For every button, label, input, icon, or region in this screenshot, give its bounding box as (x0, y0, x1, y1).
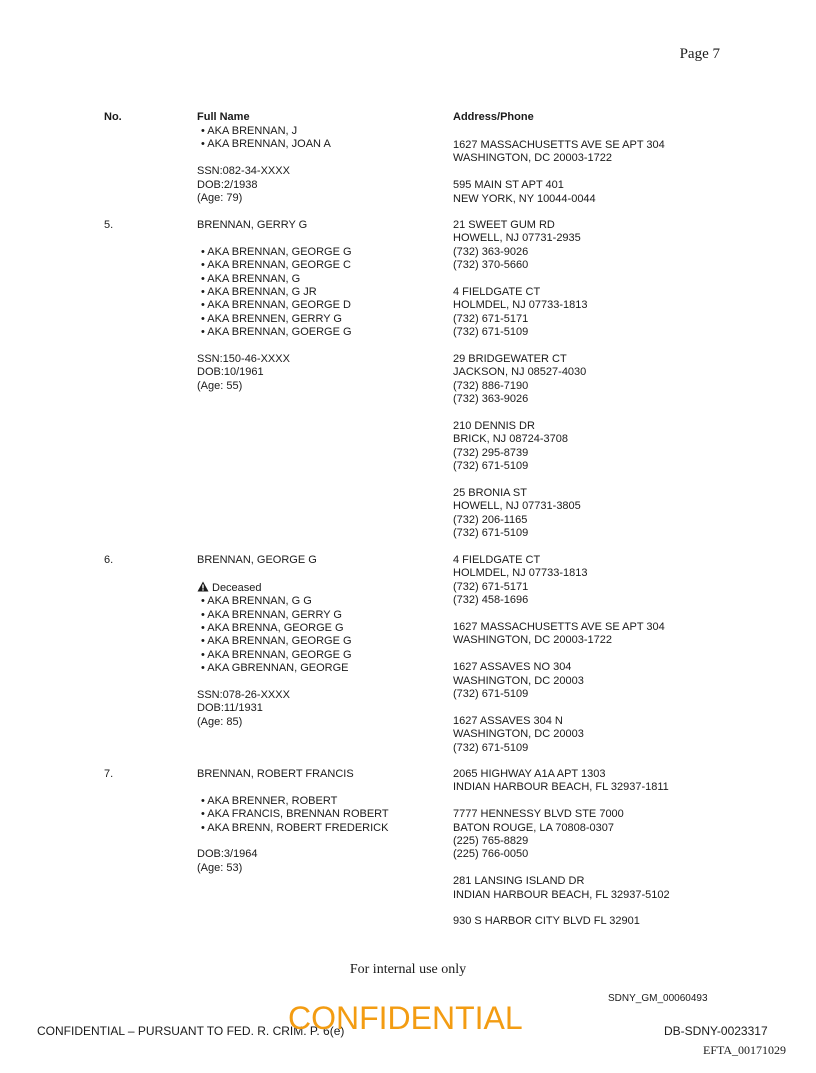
address-line: HOLMDEL, NJ 07733-1813 (453, 299, 588, 312)
address-line: BATON ROUGE, LA 70808-0307 (453, 821, 615, 834)
record-6-identity (197, 554, 352, 729)
record-cont-addresses (453, 139, 665, 206)
phone: (732) 206-1165 (453, 513, 528, 526)
address-line: NEW YORK, NY 10044-0044 (453, 192, 596, 205)
header-full-name: Full Name (197, 111, 250, 123)
phone: (732) 458-1696 (453, 594, 529, 607)
aka-item: • AKA BRENNAN, GEORGE D (201, 299, 351, 312)
phone: (225) 766-0050 (453, 848, 529, 861)
address-line: 1627 ASSAVES NO 304 (453, 661, 572, 674)
address-line: WASHINGTON, DC 20003-1722 (453, 634, 612, 647)
address-line: 7777 HENNESSY BLVD STE 7000 (453, 808, 624, 821)
aka-item: • AKA BRENNAN, G JR (201, 286, 317, 299)
warning-triangle-icon (197, 581, 209, 592)
deceased-label: Deceased (212, 581, 262, 594)
record-7-identity (197, 768, 389, 875)
age: (Age: 85) (197, 715, 243, 728)
address-line: 29 BRIDGEWATER CT (453, 353, 567, 366)
page-number: Page 7 (679, 46, 720, 62)
deceased-flag (197, 581, 352, 595)
aka-item: • AKA FRANCIS, BRENNAN ROBERT (201, 808, 389, 821)
aka-item: • AKA BRENNAN, GEORGE C (201, 259, 351, 272)
record-number: 5. (104, 219, 114, 231)
efta-number: EFTA_00171029 (703, 1043, 787, 1057)
address-line: WASHINGTON, DC 20003-1722 (453, 152, 612, 165)
full-name: BRENNAN, GERRY G (197, 219, 308, 231)
aka-item: • AKA BRENNA, GEORGE G (201, 622, 344, 635)
confidential-notice: CONFIDENTIAL – PURSUANT TO FED. R. CRIM. P. 6(e) (37, 1024, 345, 1038)
aka-item: • AKA BRENNAN, JOAN A (201, 138, 331, 151)
aka-item: • AKA BRENNEN, GERRY G (201, 312, 342, 325)
address-line: INDIAN HARBOUR BEACH, FL 32937-1811 (453, 781, 669, 794)
bates-number-db: DB-SDNY-0023317 (664, 1024, 768, 1038)
address-line: HOWELL, NJ 07731-2935 (453, 232, 581, 245)
address-line: 930 S HARBOR CITY BLVD FL 32901 (453, 915, 640, 928)
aka-item: • AKA BRENNER, ROBERT (201, 794, 338, 807)
address-line: HOWELL, NJ 07731-3805 (453, 500, 581, 513)
address-line: 281 LANSING ISLAND DR (453, 875, 585, 888)
aka-item: • AKA BRENNAN, GOERGE G (201, 326, 352, 339)
aka-item: • AKA BRENNAN, G (201, 272, 301, 285)
aka-item: • AKA BRENNAN, GEORGE G (201, 635, 352, 648)
phone: (732) 886-7190 (453, 379, 529, 392)
address-line: 1627 MASSACHUSETTS AVE SE APT 304 (453, 139, 665, 151)
aka-item: • AKA BRENNAN, GERRY G (201, 608, 342, 621)
phone: (732) 370-5660 (453, 259, 529, 272)
record-5-addresses (453, 219, 588, 541)
phone: (732) 671-5171 (453, 312, 529, 325)
phone: (732) 671-5109 (453, 741, 529, 754)
record-5-identity (197, 219, 352, 393)
phone: (732) 671-5109 (453, 460, 529, 473)
ssn: SSN:078-26-XXXX (197, 689, 290, 702)
address-line: BRICK, NJ 08724-3708 (453, 433, 568, 446)
phone: (732) 295-8739 (453, 446, 529, 459)
dob: DOB:11/1931 (197, 702, 263, 715)
age: (Age: 79) (197, 192, 243, 205)
address-line: 595 MAIN ST APT 401 (453, 179, 564, 192)
ssn: SSN:082-34-XXXX (197, 165, 290, 178)
address-line: INDIAN HARBOUR BEACH, FL 32937-5102 (453, 888, 670, 901)
aka-item: • AKA BRENNAN, GEORGE G (201, 648, 352, 661)
age: (Age: 55) (197, 379, 243, 392)
aka-item: • AKA BRENNAN, G G (201, 595, 312, 608)
phone: (225) 765-8829 (453, 835, 529, 848)
phone: (732) 363-9026 (453, 245, 529, 258)
phone: (732) 671-5109 (453, 326, 529, 339)
full-name: BRENNAN, GEORGE G (197, 554, 317, 566)
record-number: 6. (104, 554, 114, 566)
phone: (732) 671-5171 (453, 580, 529, 593)
address-line: 21 SWEET GUM RD (453, 219, 555, 231)
age: (Age: 53) (197, 861, 243, 874)
address-line: WASHINGTON, DC 20003 (453, 674, 584, 687)
address-line: 1627 ASSAVES 304 N (453, 714, 563, 727)
record-cont-identity (197, 125, 331, 205)
address-line: JACKSON, NJ 08527-4030 (453, 366, 587, 379)
phone: (732) 363-9026 (453, 393, 529, 406)
address-line: 4 FIELDGATE CT (453, 286, 541, 299)
address-line: 2065 HIGHWAY A1A APT 1303 (453, 768, 606, 780)
record-number: 7. (104, 768, 114, 780)
dob: DOB:10/1961 (197, 366, 264, 379)
address-line: 1627 MASSACHUSETTS AVE SE APT 304 (453, 621, 665, 634)
ssn: SSN:150-46-XXXX (197, 353, 290, 366)
header-address-phone: Address/Phone (453, 111, 534, 123)
phone: (732) 671-5109 (453, 527, 529, 540)
header-no: No. (104, 111, 122, 123)
dob: DOB:3/1964 (197, 848, 258, 861)
phone: (732) 671-5109 (453, 688, 529, 701)
confidential-stamp: CONFIDENTIAL (288, 1000, 523, 1036)
aka-item: • AKA BRENN, ROBERT FREDERICK (201, 821, 389, 834)
address-line: HOLMDEL, NJ 07733-1813 (453, 567, 588, 580)
address-line: 210 DENNIS DR (453, 420, 535, 433)
bates-number-sdny: SDNY_GM_00060493 (608, 993, 708, 1004)
aka-item: • AKA BRENNAN, J (201, 125, 298, 137)
internal-use-notice: For internal use only (349, 962, 467, 977)
record-6-addresses (453, 554, 665, 755)
address-line: 25 BRONIA ST (453, 487, 527, 500)
aka-item: • AKA GBRENNAN, GEORGE (201, 662, 349, 675)
address-line: WASHINGTON, DC 20003 (453, 728, 584, 741)
dob: DOB:2/1938 (197, 178, 258, 191)
address-line: 4 FIELDGATE CT (453, 554, 541, 566)
record-7-addresses (453, 768, 670, 929)
aka-item: • AKA BRENNAN, GEORGE G (201, 245, 352, 258)
full-name: BRENNAN, ROBERT FRANCIS (197, 768, 354, 780)
